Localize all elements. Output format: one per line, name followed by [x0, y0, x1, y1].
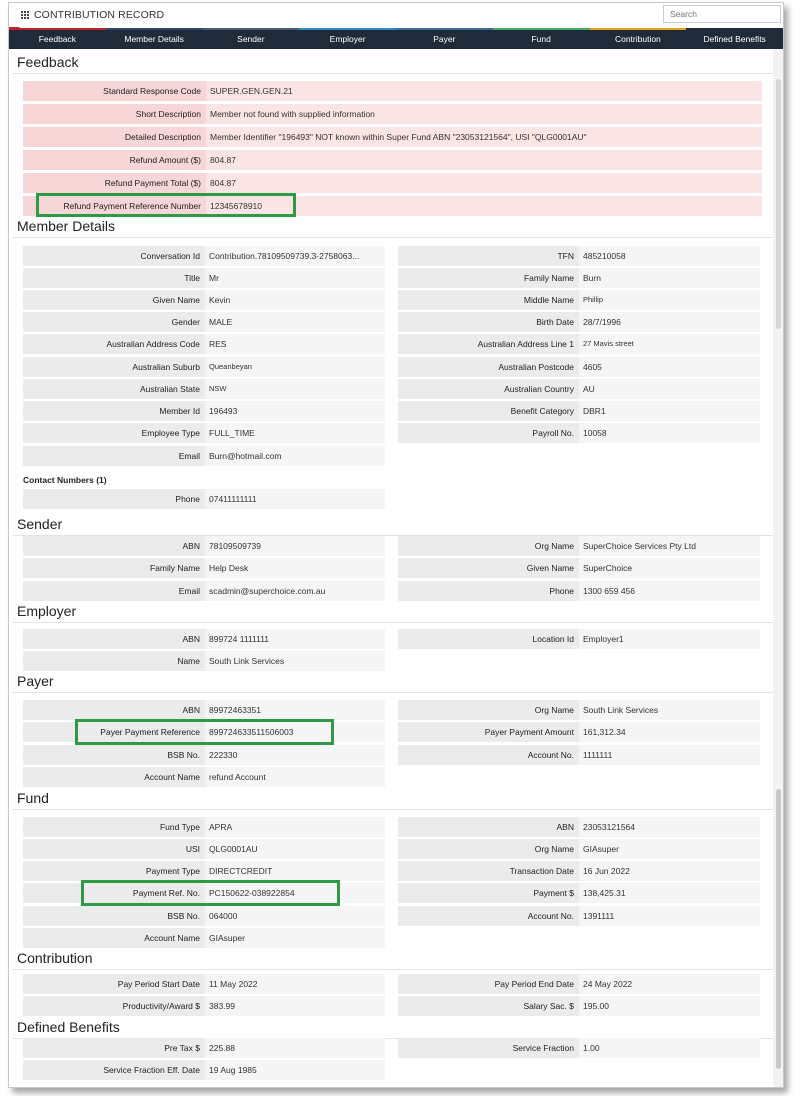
- field-label: BSB No.: [23, 745, 205, 765]
- field-label: Gender: [23, 312, 205, 332]
- field-row-member-left-4: [23, 334, 385, 354]
- field-label: Location Id: [398, 629, 579, 649]
- field-label: Fund Type: [23, 817, 205, 837]
- field-row-payer-right-2: [398, 745, 760, 765]
- field-value: NSW: [205, 379, 385, 399]
- field-row-member-left-6: [23, 379, 385, 399]
- field-row-contribution-right-0: [398, 974, 760, 994]
- field-value: Help Desk: [205, 558, 385, 578]
- field-label: Org Name: [398, 700, 579, 720]
- field-value: Contribution.78109509739.3-2758063...: [205, 246, 385, 266]
- field-row-contribution-left-1: [23, 996, 385, 1016]
- field-label: Account No.: [398, 745, 579, 765]
- field-label: Account Name: [23, 928, 205, 948]
- field-value: 138,425.31: [579, 883, 760, 903]
- field-value: 383.99: [205, 996, 385, 1016]
- field-value: QLG0001AU: [205, 839, 385, 859]
- field-row-fund-right-4: [398, 906, 760, 926]
- field-label: Org Name: [398, 536, 579, 556]
- page-title: CONTRIBUTION RECORD: [34, 9, 165, 21]
- vertical-scrollbar[interactable]: [773, 49, 784, 1088]
- scrollbar-thumb[interactable]: [776, 789, 781, 1069]
- field-label: Refund Amount ($): [23, 150, 206, 170]
- field-row-feedback-rows-2: [23, 127, 762, 147]
- field-row-feedback-rows-1: [23, 104, 762, 124]
- field-value: Kevin: [205, 290, 385, 310]
- section-heading-payer: Payer: [17, 673, 54, 689]
- tab-sender[interactable]: Sender: [203, 28, 300, 49]
- field-label: Family Name: [398, 268, 579, 288]
- field-row-member-left-5: [23, 357, 385, 377]
- field-label: Org Name: [398, 839, 579, 859]
- field-value: 064000: [205, 906, 385, 926]
- field-value: SUPER.GEN.GEN.21: [206, 81, 762, 101]
- field-row-member-right-3: [398, 312, 760, 332]
- section-heading-sender: Sender: [17, 516, 63, 532]
- field-value: DIRECTCREDIT: [205, 861, 385, 881]
- field-label: Middle Name: [398, 290, 579, 310]
- field-label: Payroll No.: [398, 423, 579, 443]
- field-row-member-left-9: [23, 446, 385, 466]
- field-row-payer-left-2: [23, 745, 385, 765]
- field-row-payer-right-0: [398, 700, 760, 720]
- field-value: 28/7/1996: [579, 312, 760, 332]
- section-heading-feedback: Feedback: [17, 54, 79, 70]
- field-row-member-right-0: [398, 246, 760, 266]
- field-value: 16 Jun 2022: [579, 861, 760, 881]
- field-label: Payment Type: [23, 861, 205, 881]
- field-row-feedback-rows-3: [23, 150, 762, 170]
- field-value: 1111111: [579, 745, 760, 765]
- section-divider: [13, 622, 773, 623]
- field-row-employer-left-0: [23, 629, 385, 649]
- field-value: 19 Aug 1985: [205, 1060, 385, 1080]
- field-value: 10058: [579, 423, 760, 443]
- field-label: Title: [23, 268, 205, 288]
- field-value: PC150622-038922854: [205, 883, 385, 903]
- field-row-fund-right-1: [398, 839, 760, 859]
- title-bar: [9, 3, 783, 27]
- field-value: 24 May 2022: [579, 974, 760, 994]
- field-value: refund Account: [205, 767, 385, 787]
- field-label: Productivity/Award $: [23, 996, 205, 1016]
- field-value: 78109509739: [205, 536, 385, 556]
- tab-member-details[interactable]: Member Details: [106, 28, 203, 49]
- field-value: 23053121564: [579, 817, 760, 837]
- tab-defined-benefits[interactable]: Defined Benefits: [686, 28, 783, 49]
- field-value: FULL_TIME: [205, 423, 385, 443]
- field-value: 225.88: [205, 1038, 385, 1058]
- field-label: Australian State: [23, 379, 205, 399]
- field-value: 222330: [205, 745, 385, 765]
- field-label: Employee Type: [23, 423, 205, 443]
- highlight-refund-reference: [36, 193, 296, 217]
- field-row-defined-left-1: [23, 1060, 385, 1080]
- tab-employer[interactable]: Employer: [299, 28, 396, 49]
- field-row-employer-left-1: [23, 651, 385, 671]
- field-label: Name: [23, 651, 205, 671]
- field-label: Conversation Id: [23, 246, 205, 266]
- highlight-payment-ref-no: [81, 880, 340, 906]
- field-row-member-right-5: [398, 357, 760, 377]
- field-label: Short Description: [23, 104, 206, 124]
- field-row-sender-right-1: [398, 558, 760, 578]
- field-value: South Link Services: [205, 651, 385, 671]
- field-value: 195.00: [579, 996, 760, 1016]
- field-row-employer-right-0: [398, 629, 760, 649]
- field-value: GIAsuper: [205, 928, 385, 948]
- section-divider: [13, 969, 773, 970]
- field-value: RES: [205, 334, 385, 354]
- field-value: APRA: [205, 817, 385, 837]
- field-row-defined-left-0: [23, 1038, 385, 1058]
- section-heading-fund: Fund: [17, 790, 49, 806]
- field-label: Email: [23, 446, 205, 466]
- field-value: Burn@hotmail.com: [205, 446, 385, 466]
- field-label: Detailed Description: [23, 127, 206, 147]
- tab-feedback[interactable]: Feedback: [9, 28, 106, 49]
- field-value: 1391111: [579, 906, 760, 926]
- field-value: South Link Services: [579, 700, 760, 720]
- field-value: 161,312.34: [579, 722, 760, 742]
- field-value: SuperChoice: [579, 558, 760, 578]
- section-divider: [13, 692, 773, 693]
- field-row-member-right-6: [398, 379, 760, 399]
- field-value: 196493: [205, 401, 385, 421]
- section-heading-defined-benefits: Defined Benefits: [17, 1019, 120, 1035]
- field-label: USI: [23, 839, 205, 859]
- field-label: Australian Suburb: [23, 357, 205, 377]
- field-label: Australian Postcode: [398, 357, 579, 377]
- field-label: Member Id: [23, 401, 205, 421]
- contribution-record-window: [8, 2, 784, 1088]
- field-row-feedback-rows-4: [23, 173, 762, 193]
- field-row-member-left-3: [23, 312, 385, 332]
- field-row-member-left-2: [23, 290, 385, 310]
- field-label: Pay Period Start Date: [23, 974, 205, 994]
- field-value: Mr: [205, 268, 385, 288]
- field-row-payer-left-0: [23, 700, 385, 720]
- field-value: 804.87: [206, 173, 762, 193]
- field-label: Refund Payment Reference Number: [23, 196, 206, 216]
- field-value: 12345678910: [206, 196, 762, 216]
- field-value: Member not found with supplied information: [206, 104, 762, 124]
- field-value: Burn: [579, 268, 760, 288]
- section-heading-member-details: Member Details: [17, 218, 116, 234]
- field-value: 1.00: [579, 1038, 760, 1058]
- field-row-member-right-7: [398, 401, 760, 421]
- section-divider: [13, 809, 773, 810]
- field-row-fund-left-2: [23, 861, 385, 881]
- field-label: Standard Response Code: [23, 81, 206, 101]
- field-row-sender-left-1: [23, 558, 385, 578]
- field-value: 899724 1111111: [205, 629, 385, 649]
- field-label: Email: [23, 581, 205, 601]
- tab-payer[interactable]: Payer: [396, 28, 493, 49]
- field-value: 1300 659 456: [579, 581, 760, 601]
- field-label: Australian Address Code: [23, 334, 205, 354]
- field-value: Queanbeyan: [205, 357, 385, 377]
- field-row-payer-right-1: [398, 722, 760, 742]
- field-row-sender-left-0: [23, 536, 385, 556]
- field-row-fund-left-0: [23, 817, 385, 837]
- tab-fund[interactable]: Fund: [493, 28, 590, 49]
- section-heading-contribution: Contribution: [17, 950, 93, 966]
- field-label: Birth Date: [398, 312, 579, 332]
- field-row-sender-left-2: [23, 581, 385, 601]
- field-value: Phillip: [579, 290, 760, 310]
- field-row-fund-left-1: [23, 839, 385, 859]
- field-label: Account Name: [23, 767, 205, 787]
- field-value: 89972463351: [205, 700, 385, 720]
- field-label: Account No.: [398, 906, 579, 926]
- field-row-fund-left-5: [23, 928, 385, 948]
- field-row-payer-left-3: [23, 767, 385, 787]
- field-label: Payer Payment Reference: [23, 722, 205, 742]
- section-divider: [13, 237, 773, 238]
- field-label: Service Fraction Eff. Date: [23, 1060, 205, 1080]
- search-input[interactable]: [663, 5, 781, 23]
- section-tabs: [9, 28, 783, 49]
- grid-menu-icon[interactable]: [21, 11, 30, 20]
- field-row-member-left-0: [23, 246, 385, 266]
- field-label: Payment $: [398, 883, 579, 903]
- field-row-fund-right-2: [398, 861, 760, 881]
- field-label: Phone: [23, 489, 205, 509]
- field-value: 899724633511506003: [205, 722, 385, 742]
- field-row-member-left-7: [23, 401, 385, 421]
- field-row-fund-right-0: [398, 817, 760, 837]
- field-row-member-right-2: [398, 290, 760, 310]
- field-value: 4605: [579, 357, 760, 377]
- field-label: Salary Sac. $: [398, 996, 579, 1016]
- field-label: ABN: [23, 536, 205, 556]
- field-label: Service Fraction: [398, 1038, 579, 1058]
- field-value: Employer1: [579, 629, 760, 649]
- field-row-fund-left-4: [23, 906, 385, 926]
- field-row-contribution-right-1: [398, 996, 760, 1016]
- field-label: Given Name: [398, 558, 579, 578]
- field-row-defined-right-0: [398, 1038, 760, 1058]
- field-label: Refund Payment Total ($): [23, 173, 206, 193]
- field-row-member-right-8: [398, 423, 760, 443]
- field-label: Pay Period End Date: [398, 974, 579, 994]
- field-value: MALE: [205, 312, 385, 332]
- field-label: Australian Country: [398, 379, 579, 399]
- field-row-feedback-rows-0: [23, 81, 762, 101]
- field-label: Australian Address Line 1: [398, 334, 579, 354]
- field-label: TFN: [398, 246, 579, 266]
- field-value: 804.87: [206, 150, 762, 170]
- field-value: Member Identifier "196493" NOT known within Super Fund ABN "23053121564", USI "QLG0001AU": [206, 127, 762, 147]
- field-label: Transaction Date: [398, 861, 579, 881]
- field-row-member-left-8: [23, 423, 385, 443]
- field-value: GIAsuper: [579, 839, 760, 859]
- field-value: 07411111111: [205, 489, 385, 509]
- field-row-fund-right-3: [398, 883, 760, 903]
- field-value: 485210058: [579, 246, 760, 266]
- field-value: 11 May 2022: [205, 974, 385, 994]
- field-row-contribution-left-0: [23, 974, 385, 994]
- field-row-sender-right-0: [398, 536, 760, 556]
- field-row-sender-right-2: [398, 581, 760, 601]
- field-value: DBR1: [579, 401, 760, 421]
- tab-contribution[interactable]: Contribution: [590, 28, 687, 49]
- field-label: BSB No.: [23, 906, 205, 926]
- field-label: Phone: [398, 581, 579, 601]
- highlight-payer-payment-reference: [75, 719, 334, 745]
- field-label: Family Name: [23, 558, 205, 578]
- field-label: Payment Ref. No.: [23, 883, 205, 903]
- field-value: AU: [579, 379, 760, 399]
- field-row-member-left-1: [23, 268, 385, 288]
- field-label: Pre Tax $: [23, 1038, 205, 1058]
- field-label: ABN: [23, 700, 205, 720]
- field-value: scadmin@superchoice.com.au: [205, 581, 385, 601]
- field-label: Given Name: [23, 290, 205, 310]
- scrollbar-track-upper: [776, 79, 781, 329]
- field-label: Payer Payment Amount: [398, 722, 579, 742]
- field-row-member-right-4: [398, 334, 760, 354]
- field-value: SuperChoice Services Pty Ltd: [579, 536, 760, 556]
- contact-numbers-heading: Contact Numbers (1): [23, 475, 107, 485]
- field-label: ABN: [23, 629, 205, 649]
- section-heading-employer: Employer: [17, 603, 77, 619]
- field-label: Benefit Category: [398, 401, 579, 421]
- field-row-member-right-1: [398, 268, 760, 288]
- field-label: ABN: [398, 817, 579, 837]
- field-row-phone: [23, 489, 385, 509]
- section-divider: [13, 73, 773, 74]
- field-value: 27 Mavis street: [579, 334, 760, 354]
